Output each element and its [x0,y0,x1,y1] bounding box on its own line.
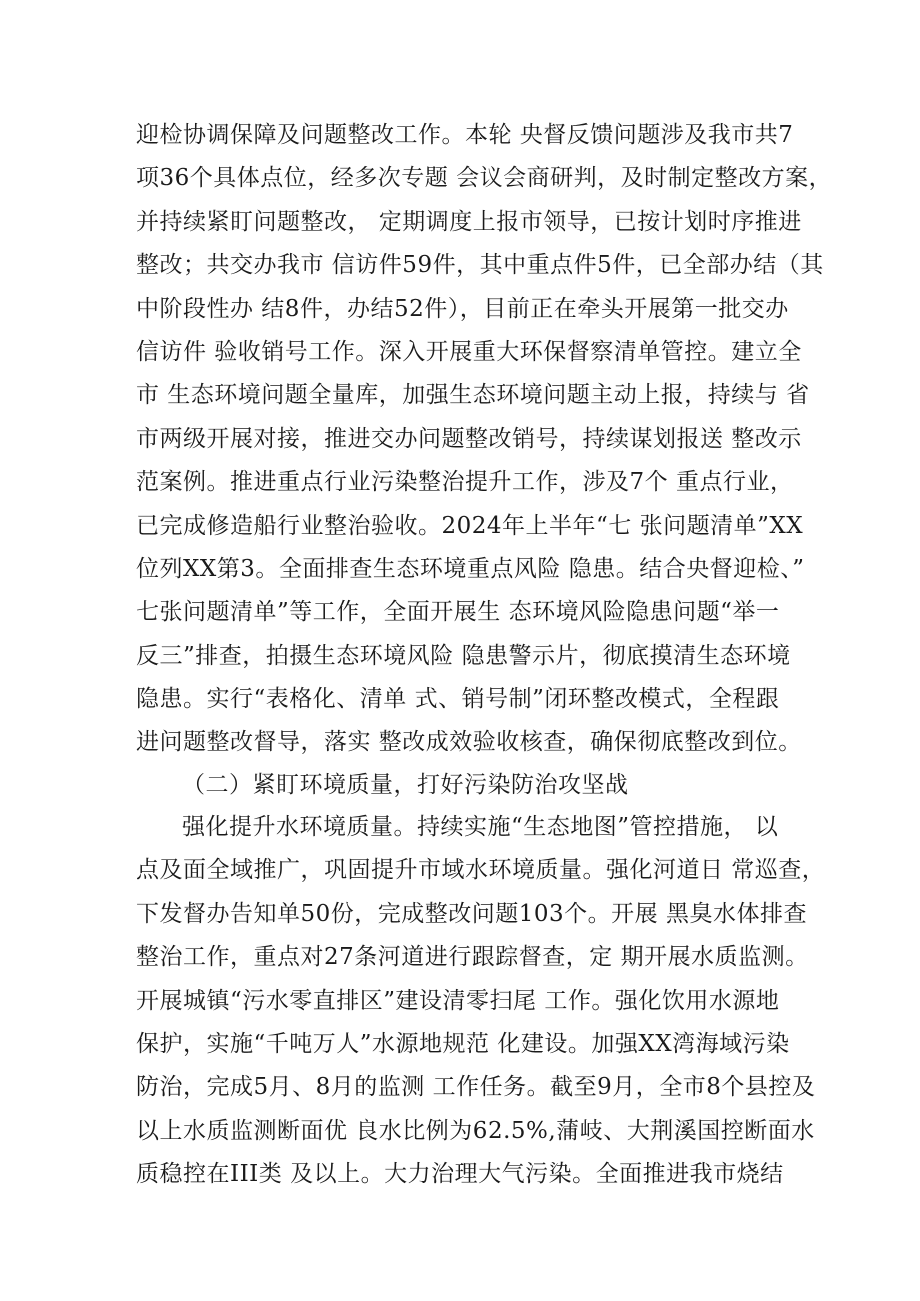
paragraph-1-line: 中阶段性办 结8件，办结52件），目前正在牵头开展第一批交办 [136,295,789,322]
section-heading: （二）紧盯环境质量，打好污染防治攻坚战 [182,772,629,798]
paragraph-1-line: 进问题整改督导，落实 整改成效验收核查，确保彻底整改到位。 [136,729,802,756]
paragraph-1-line: 范案例。推进重点行业污染整治提升工作，涉及7个 重点行业， [136,469,794,496]
paragraph-1-line: 隐患。实行“表格化、清单 式、销号制”闭环整改模式，全程跟 [136,686,780,713]
paragraph-1-line: 整改；共交办我市 信访件59件，其中重点件5件，已全部办结（其 [136,252,824,279]
paragraph-1-line: 并持续紧盯问题整改， 定期调度上报市领导，已按计划时序推进 [136,208,802,235]
paragraph-1 [136,114,833,765]
section-heading-block [136,764,796,807]
paragraph-2-line: 防治，完成5月、8月的监测 工作任务。截至9月，全市8个县控及 [136,1074,816,1101]
paragraph-1-line: 市 生态环境问题全量库，加强生态环境问题主动上报，持续与 省 [136,382,810,409]
paragraph-2-line: 质稳控在III类 及以上。大力治理大气污染。全面推进我市烧结 [136,1161,784,1188]
paragraph-1-line: 信访件 验收销号工作。深入开展重大环保督察清单管控。建立全 [136,338,802,365]
paragraph-2 [136,806,826,1197]
paragraph-2-line: 点及面全域推广，巩固提升市域水环境质量。强化河道日 常巡查， [136,857,826,884]
paragraph-2-line: 开展城镇“污水零直排区”建设清零扫尾 工作。强化饮用水源地 [136,987,780,1014]
paragraph-2-line: 以上水质监测断面优 良水比例为62.5%,蒲岐、大荆溪国控断面水 [136,1117,815,1144]
paragraph-1-line: 已完成修造船行业整治验收。2024年上半年“七 张问题清单”XX [136,512,804,539]
paragraph-2-line: 保护，实施“千吨万人”水源地规范 化建设。加强XX湾海域污染 [136,1030,790,1057]
paragraph-2-line: 强化提升水环境质量。持续实施“生态地图”管控措施， 以 [182,814,779,840]
paragraph-1-line: 市两级开展对接，推进交办问题整改销号，持续谋划报送 整改示 [136,425,802,452]
paragraph-1-line: 七张问题清单”等工作，全面开展生 态环境风险隐患问题“举一 [136,599,780,626]
paragraph-1-line: 项36个具体点位，经多次专题 会议会商研判，及时制定整改方案， [136,165,833,192]
paragraph-2-line: 下发督办告知单50份，完成整改问题103个。开展 黑臭水体排查 [136,900,807,927]
paragraph-1-line: 反三”排查，拍摄生态环境风险 隐患警示片，彻底摸清生态环境 [136,642,791,669]
paragraph-1-line: 迎检协调保障及问题整改工作。本轮 央督反馈问题涉及我市共7 [136,122,794,148]
paragraph-1-line: 位列XX第3。全面排查生态环境重点风险 隐患。结合央督迎检、” [136,555,805,582]
paragraph-2-line: 整治工作，重点对27条河道进行跟踪督查，定 期开展水质监测。 [136,944,809,971]
